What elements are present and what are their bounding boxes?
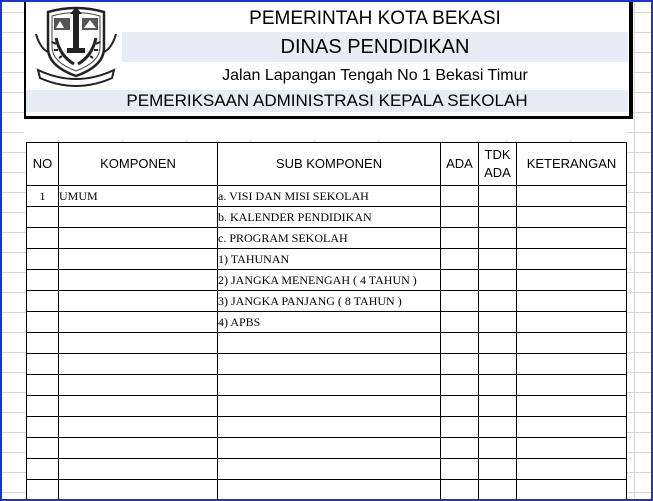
table-row xyxy=(27,375,627,396)
cell-komponen[interactable] xyxy=(59,207,218,228)
table-header-row xyxy=(27,143,627,186)
table-row xyxy=(27,249,627,270)
cell-ada[interactable] xyxy=(441,396,479,417)
table-row xyxy=(27,480,627,501)
cell-komponen[interactable] xyxy=(59,354,218,375)
cell-tdk-ada[interactable] xyxy=(479,396,517,417)
cell-komponen[interactable] xyxy=(59,459,218,480)
cell-no[interactable] xyxy=(27,417,59,438)
cell-keterangan[interactable] xyxy=(517,333,627,354)
cell-keterangan[interactable] xyxy=(517,270,627,291)
cell-sub-komponen[interactable] xyxy=(218,396,441,417)
header-title: PEMERINTAH KOTA BEKASI xyxy=(249,8,501,29)
table-row xyxy=(27,207,627,228)
cell-ada[interactable] xyxy=(441,228,479,249)
cell-keterangan[interactable] xyxy=(517,312,627,333)
cell-tdk-ada[interactable] xyxy=(479,480,517,501)
cell-tdk-ada[interactable] xyxy=(479,438,517,459)
cell-ada[interactable] xyxy=(441,438,479,459)
cell-ada[interactable] xyxy=(441,333,479,354)
cell-tdk-ada[interactable] xyxy=(479,375,517,396)
cell-no[interactable] xyxy=(27,375,59,396)
col-header-no: NO xyxy=(27,143,59,186)
cell-no[interactable] xyxy=(27,396,59,417)
cell-ada[interactable] xyxy=(441,417,479,438)
col-header-tdk-line1: TDK xyxy=(484,147,511,162)
col-header-tdk-ada xyxy=(479,143,517,186)
cell-komponen[interactable] xyxy=(59,438,218,459)
cell-tdk-ada[interactable] xyxy=(479,270,517,291)
table-row xyxy=(27,333,627,354)
cell-sub-komponen[interactable] xyxy=(218,459,441,480)
col-header-sub-komponen: SUB KOMPONEN xyxy=(218,143,441,186)
cell-keterangan[interactable] xyxy=(517,207,627,228)
cell-ada[interactable] xyxy=(441,354,479,375)
table-row xyxy=(27,186,627,207)
cell-sub-komponen[interactable] xyxy=(218,333,441,354)
cell-no[interactable] xyxy=(27,438,59,459)
cell-sub-komponen[interactable] xyxy=(218,417,441,438)
cell-no[interactable] xyxy=(27,333,59,354)
cell-komponen[interactable]: UMUM xyxy=(59,186,218,207)
cell-sub-komponen[interactable]: 1) TAHUNAN xyxy=(218,249,441,270)
cell-keterangan[interactable] xyxy=(517,480,627,501)
cell-keterangan[interactable] xyxy=(517,417,627,438)
table-row xyxy=(27,438,627,459)
cell-sub-komponen[interactable]: a. VISI DAN MISI SEKOLAH xyxy=(218,186,441,207)
col-header-tdk-line2: ADA xyxy=(484,165,511,180)
cell-keterangan[interactable] xyxy=(517,375,627,396)
cell-no[interactable] xyxy=(27,480,59,501)
cell-komponen[interactable] xyxy=(59,291,218,312)
cell-ada[interactable] xyxy=(441,249,479,270)
cell-keterangan[interactable] xyxy=(517,438,627,459)
cell-tdk-ada[interactable] xyxy=(479,354,517,375)
table-row xyxy=(27,291,627,312)
table-row xyxy=(27,417,627,438)
cell-ada[interactable] xyxy=(441,312,479,333)
table-row xyxy=(27,354,627,375)
kota-bekasi-logo xyxy=(30,4,122,90)
cell-no[interactable] xyxy=(27,312,59,333)
cell-tdk-ada[interactable] xyxy=(479,333,517,354)
spacer-row xyxy=(24,119,627,140)
checklist-table xyxy=(26,142,627,501)
col-header-ada: ADA xyxy=(441,143,479,186)
cell-tdk-ada[interactable] xyxy=(479,249,517,270)
letterhead xyxy=(24,2,633,119)
col-header-keterangan: KETERANGAN xyxy=(517,143,627,186)
cell-komponen[interactable] xyxy=(59,375,218,396)
cell-sub-komponen[interactable] xyxy=(218,438,441,459)
cell-sub-komponen[interactable]: 4) APBS xyxy=(218,312,441,333)
cell-komponen[interactable] xyxy=(59,249,218,270)
cell-tdk-ada[interactable] xyxy=(479,417,517,438)
cell-tdk-ada[interactable] xyxy=(479,207,517,228)
cell-tdk-ada[interactable] xyxy=(479,228,517,249)
cell-keterangan[interactable] xyxy=(517,354,627,375)
cell-komponen[interactable] xyxy=(59,480,218,501)
cell-komponen[interactable] xyxy=(59,396,218,417)
cell-ada[interactable] xyxy=(441,480,479,501)
cell-no[interactable] xyxy=(27,207,59,228)
cell-komponen[interactable] xyxy=(59,228,218,249)
cell-sub-komponen[interactable] xyxy=(218,375,441,396)
cell-sub-komponen[interactable]: c. PROGRAM SEKOLAH xyxy=(218,228,441,249)
cell-tdk-ada[interactable] xyxy=(479,312,517,333)
cell-no[interactable] xyxy=(27,249,59,270)
cell-sub-komponen[interactable]: 2) JANGKA MENENGAH ( 4 TAHUN ) xyxy=(218,270,441,291)
cell-sub-komponen[interactable]: b. KALENDER PENDIDIKAN xyxy=(218,207,441,228)
table-row xyxy=(27,228,627,249)
cell-ada[interactable] xyxy=(441,291,479,312)
cell-ada[interactable] xyxy=(441,459,479,480)
table-row xyxy=(27,459,627,480)
cell-sub-komponen[interactable] xyxy=(218,354,441,375)
cell-keterangan[interactable] xyxy=(517,249,627,270)
cell-komponen[interactable] xyxy=(59,270,218,291)
cell-no[interactable] xyxy=(27,459,59,480)
cell-keterangan[interactable] xyxy=(517,459,627,480)
cell-keterangan[interactable] xyxy=(517,228,627,249)
cell-komponen[interactable] xyxy=(59,312,218,333)
table-row xyxy=(27,312,627,333)
cell-ada[interactable] xyxy=(441,270,479,291)
col-header-komponen: KOMPONEN xyxy=(59,143,218,186)
cell-no[interactable] xyxy=(27,354,59,375)
header-department: DINAS PENDIDIKAN xyxy=(122,32,628,62)
cell-sub-komponen[interactable] xyxy=(218,480,441,501)
cell-no[interactable] xyxy=(27,291,59,312)
table-row xyxy=(27,270,627,291)
header-address: Jalan Lapangan Tengah No 1 Bekasi Timur xyxy=(222,67,528,84)
cell-no[interactable] xyxy=(27,228,59,249)
cell-komponen[interactable] xyxy=(59,417,218,438)
cell-keterangan[interactable] xyxy=(517,396,627,417)
cell-keterangan[interactable] xyxy=(517,291,627,312)
cell-komponen[interactable] xyxy=(59,333,218,354)
cell-no[interactable] xyxy=(27,270,59,291)
cell-tdk-ada[interactable] xyxy=(479,186,517,207)
header-subject: PEMERIKSAAN ADMINISTRASI KEPALA SEKOLAH xyxy=(26,90,628,112)
cell-keterangan[interactable] xyxy=(517,186,627,207)
cell-ada[interactable] xyxy=(441,207,479,228)
cell-ada[interactable] xyxy=(441,375,479,396)
cell-sub-komponen[interactable]: 3) JANGKA PANJANG ( 8 TAHUN ) xyxy=(218,291,441,312)
cell-tdk-ada[interactable] xyxy=(479,459,517,480)
table-row xyxy=(27,396,627,417)
cell-tdk-ada[interactable] xyxy=(479,291,517,312)
cell-no[interactable]: 1 xyxy=(27,186,59,207)
cell-ada[interactable] xyxy=(441,186,479,207)
